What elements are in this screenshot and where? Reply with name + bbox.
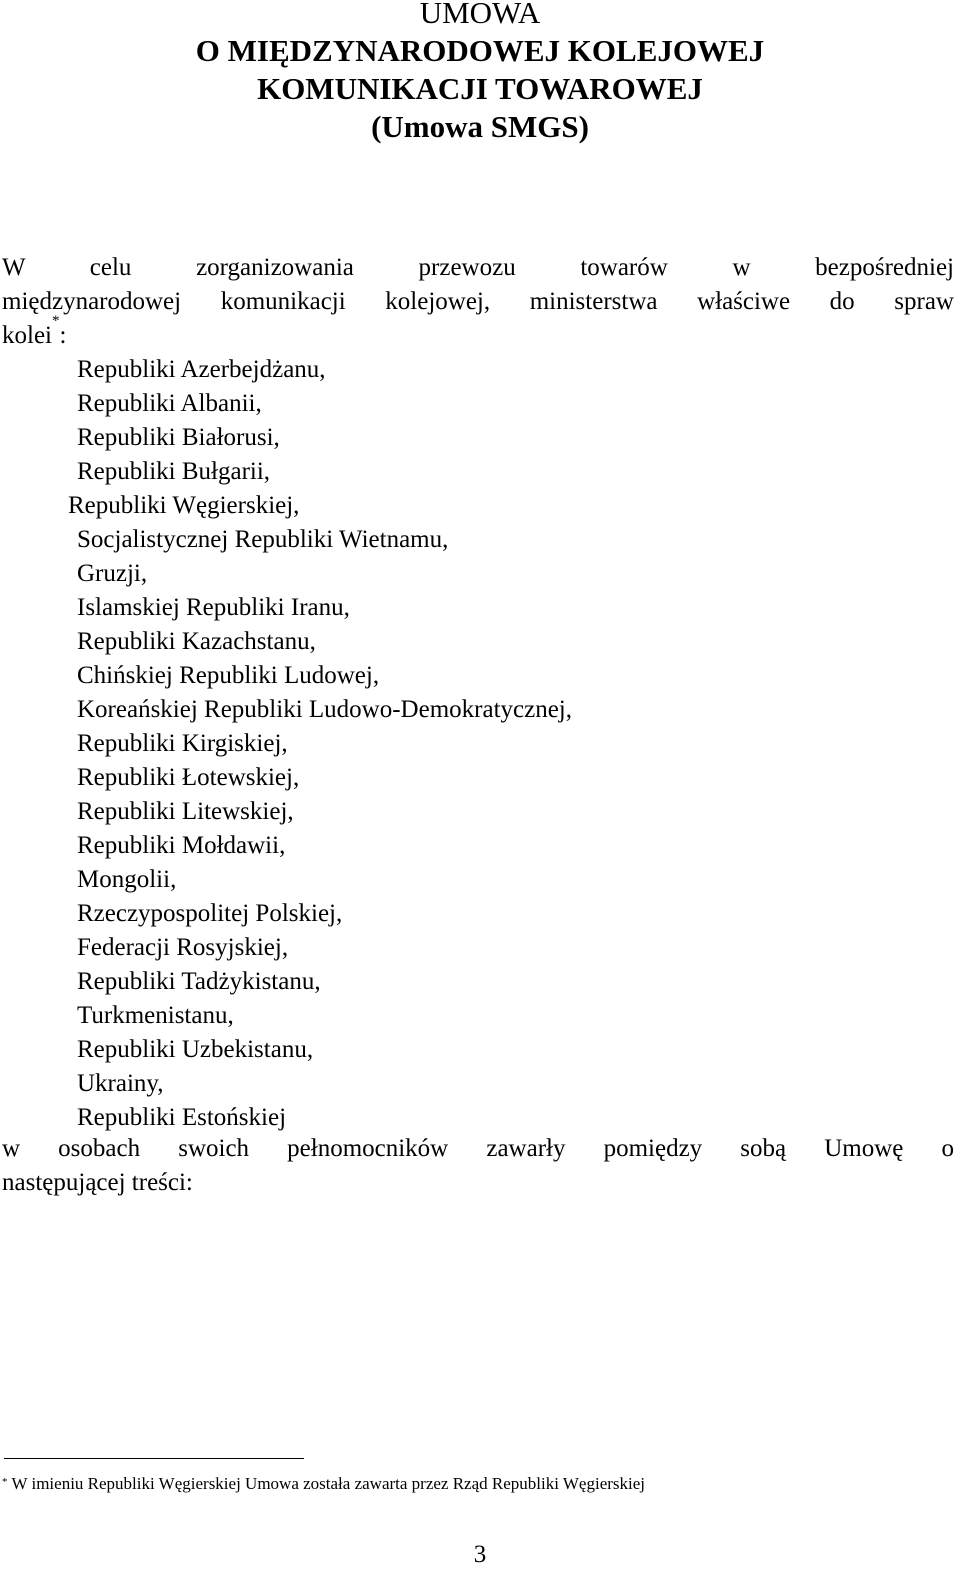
list-item: Republiki Kazachstanu, [77, 628, 316, 655]
intro-line-2: międzynarodowej komunikacji kolejowej, ministerstwa właściwe do spraw [2, 288, 954, 315]
intro-paragraph [2, 251, 954, 353]
title-line-3: KOMUNIKACJI TOWAROWEJ [257, 71, 703, 106]
footnote-divider [4, 1458, 304, 1459]
list-item: Republiki Bułgarii, [77, 458, 271, 485]
title-line-2: O MIĘDZYNARODOWEJ KOLEJOWEJ [195, 33, 765, 68]
list-item: Mongolii, [77, 866, 177, 893]
title-line-1: UMOWA [419, 0, 541, 30]
list-item: Republiki Litewskiej, [77, 798, 294, 825]
intro-line-1: W celu zorganizowania przewozu towarów w bezpośredniej [2, 254, 954, 281]
list-item: Gruzji, [77, 560, 148, 587]
list-item: Republiki Azerbejdżanu, [77, 356, 326, 383]
list-item: Turkmenistanu, [77, 1002, 234, 1029]
title-line-4: (Umowa SMGS) [371, 109, 589, 144]
country-list [68, 353, 937, 1135]
list-item: Republiki Węgierskiej, [68, 492, 300, 519]
list-item: Republiki Uzbekistanu, [77, 1036, 314, 1063]
list-item: Rzeczypospolitej Polskiej, [77, 900, 343, 927]
list-item: Federacji Rosyjskiej, [77, 934, 289, 961]
footnote-mark: * [2, 1476, 8, 1488]
list-item: Islamskiej Republiki Iranu, [77, 594, 350, 621]
list-item: Ukrainy, [77, 1070, 164, 1097]
closing-paragraph [2, 1132, 954, 1200]
document-title [0, 0, 960, 146]
list-item: Socjalistycznej Republiki Wietnamu, [77, 526, 449, 553]
intro-line-3 [2, 313, 954, 353]
closing-line-1: w osobach swoich pełnomocników zawarły pomiędzy sobą Umowę o [2, 1135, 954, 1162]
list-item: Republiki Albanii, [77, 390, 262, 417]
list-item: Chińskiej Republiki Ludowej, [77, 662, 380, 689]
list-item: Republiki Estońskiej [77, 1104, 287, 1131]
list-item: Republiki Tadżykistanu, [77, 968, 321, 995]
list-item: Republiki Białorusi, [77, 424, 280, 451]
closing-line-2: następującej treści: [2, 1169, 193, 1196]
footnote-reference[interactable]: * [52, 313, 60, 329]
intro-last-word: kolei [2, 322, 52, 349]
page-number: 3 [473, 1541, 487, 1568]
list-item: Republiki Mołdawii, [77, 832, 286, 859]
footnote-text: W imieniu Republiki Węgierskiej Umowa została zawarta przez Rząd Republiki Węgierskiej [11, 1474, 646, 1493]
list-item: Republiki Kirgiskiej, [77, 730, 288, 757]
list-item: Republiki Łotewskiej, [77, 764, 300, 791]
footnote [2, 1472, 942, 1496]
list-item: Koreańskiej Republiki Ludowo-Demokratycznej, [77, 696, 572, 723]
intro-colon: : [59, 322, 67, 349]
